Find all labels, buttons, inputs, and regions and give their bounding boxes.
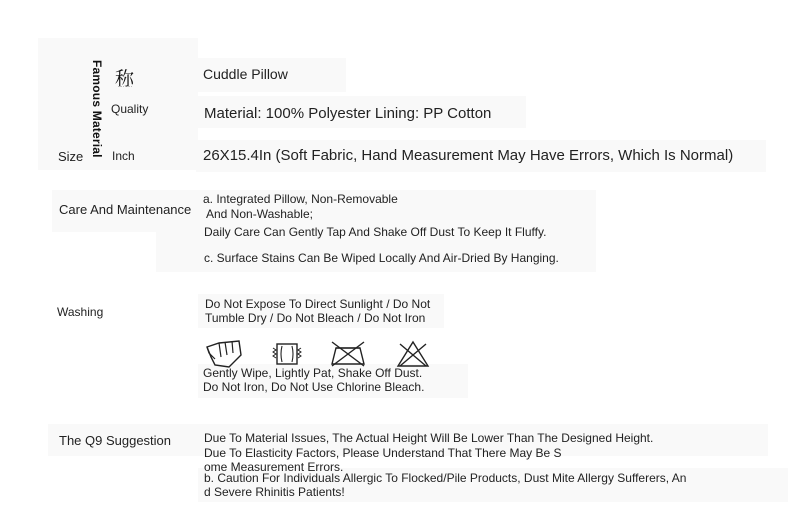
hand-wipe-icon bbox=[205, 339, 243, 369]
glyph-subscript-mark bbox=[118, 86, 132, 90]
quality-label: Quality bbox=[111, 102, 149, 116]
size-label: Size bbox=[58, 149, 84, 164]
washing-label: Washing bbox=[57, 305, 104, 319]
care-line-c: c. Surface Stains Can Be Wiped Locally And Air-Dried By Hanging. bbox=[204, 251, 559, 265]
suggestion-line-1: Due To Material Issues, The Actual Height Will Be Lower Than The Designed Height. bbox=[204, 431, 654, 445]
care-line-b: Daily Care Can Gently Tap And Shake Off Dust To Keep It Fluffy. bbox=[204, 225, 547, 239]
washing-note-1: Gently Wipe, Lightly Pat, Shake Off Dust. bbox=[203, 366, 423, 380]
washing-note-2: Do Not Iron, Do Not Use Chlorine Bleach. bbox=[203, 380, 425, 394]
size-value: 26X15.4In (Soft Fabric, Hand Measurement May Have Errors, Which Is Normal) bbox=[203, 147, 734, 164]
suggestion-label: The Q9 Suggestion bbox=[59, 433, 172, 448]
cjk-glyph: 称 bbox=[115, 68, 135, 90]
suggestion-line-2: Due To Elasticity Factors, Please Understand That There May Be S bbox=[204, 446, 562, 460]
suggestion-line-4: b. Caution For Individuals Allergic To Flocked/Pile Products, Dust Mite Allergy Sufferers, An bbox=[204, 471, 687, 485]
material-text: Material: 100% Polyester Lining: PP Cotton bbox=[204, 105, 492, 122]
famous-material-label: Famous Material bbox=[90, 60, 104, 158]
washing-line-2: Tumble Dry / Do Not Bleach / Do Not Iron bbox=[205, 311, 426, 325]
inch-label: Inch bbox=[112, 149, 135, 163]
no-bleach-icon bbox=[396, 340, 430, 368]
care-line-a2: And Non-Washable; bbox=[206, 207, 313, 221]
suggestion-line-5: d Severe Rhinitis Patients! bbox=[204, 485, 345, 499]
product-name: Cuddle Pillow bbox=[203, 66, 288, 82]
care-label: Care And Maintenance bbox=[59, 202, 192, 217]
suggestion-line-3: ome Measurement Errors. bbox=[204, 460, 344, 474]
care-line-a1: a. Integrated Pillow, Non-Removable bbox=[203, 192, 398, 206]
no-iron-icon bbox=[330, 340, 366, 368]
washing-line-1: Do Not Expose To Direct Sunlight / Do Not bbox=[205, 297, 431, 311]
no-tumble-dry-icon bbox=[272, 342, 302, 366]
